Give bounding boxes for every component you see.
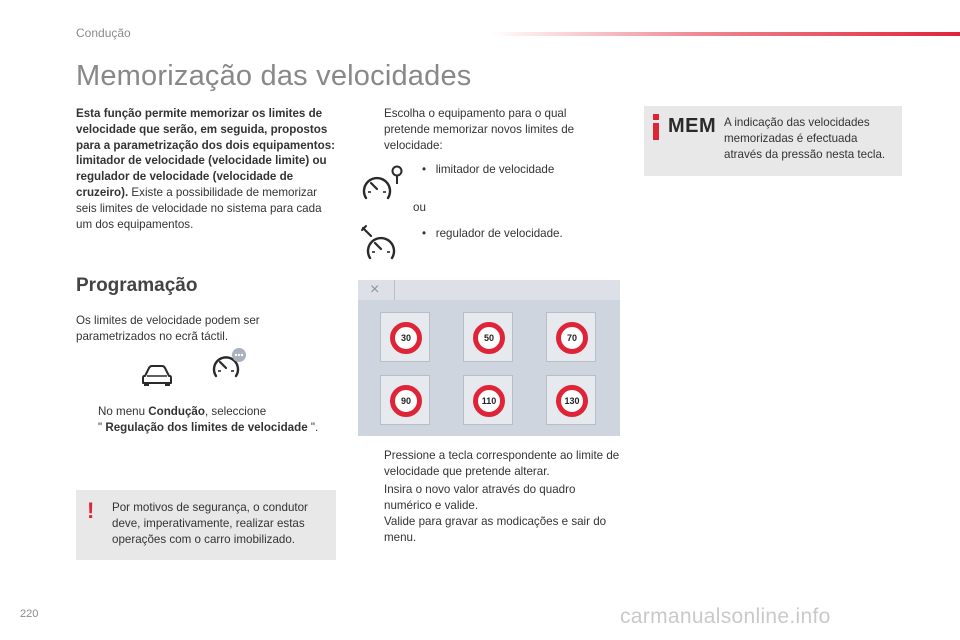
speed-button-30[interactable] [380, 312, 430, 362]
speed-sign: 30 [390, 322, 422, 354]
close-icon[interactable]: × [370, 281, 380, 298]
choose-step [362, 106, 612, 156]
cruise-option [422, 226, 563, 242]
info-icon [653, 114, 659, 140]
speed-button-70[interactable] [546, 312, 596, 362]
step-mid: , seleccione [204, 405, 267, 418]
speed-limiter-icon [360, 164, 406, 204]
warning-text: Por motivos de segurança, o condutor deve, imperativamente, realizar estas operações com o carro imobilizado. [112, 501, 308, 546]
speed-button-50[interactable] [463, 312, 513, 362]
info-text: A indicação das velocidades memorizadas é efectuada através da pressão nesta tecla. [724, 116, 886, 161]
menu-step [76, 404, 346, 438]
section-header: Condução [76, 26, 131, 40]
warning-icon: ! [87, 498, 95, 523]
step-enter [362, 482, 622, 514]
intro-normal: Existe a possibilidade de memorizar seis limites de velocidade no sistema para cada um dos equipamentos. [76, 185, 322, 231]
speed-button-130[interactable] [546, 375, 596, 425]
speedometer-apps-icon [210, 346, 250, 384]
step-save [362, 514, 622, 546]
or-text: ou [413, 201, 426, 214]
toolbar-divider [394, 280, 395, 300]
info-box [644, 106, 902, 176]
programacao-text: Os limites de velocidade podem ser parametrizados no ecrã táctil. [76, 314, 260, 343]
bullet: • [422, 227, 427, 240]
step-pre: No menu [98, 405, 149, 418]
limiter-option [422, 162, 554, 178]
header-accent-bar [490, 32, 960, 36]
watermark: carmanualsonline.info [620, 605, 831, 628]
speed-sign: 50 [473, 322, 505, 354]
quote-close: ". [307, 420, 319, 434]
menu-name: Condução [148, 405, 205, 418]
intro-text [76, 106, 338, 232]
car-icon [140, 362, 174, 388]
touchscreen-image [358, 280, 620, 436]
step-text: Insira o novo valor através do quadro numérico e valide. [384, 483, 576, 512]
speed-sign: 130 [556, 385, 588, 417]
mem-button-label: MEM [668, 115, 717, 137]
page-number: 220 [20, 608, 39, 620]
limiter-label: limitador de velocidade [435, 163, 555, 176]
menu-step-text [98, 404, 346, 436]
speed-sign: 90 [390, 385, 422, 417]
cruise-control-icon [360, 224, 406, 264]
section-heading: Programação [76, 275, 198, 296]
warning-box [76, 490, 336, 560]
bullet: • [422, 163, 427, 176]
speed-sign: 70 [556, 322, 588, 354]
speed-button-90[interactable] [380, 375, 430, 425]
quote-open: " [98, 420, 106, 434]
choose-step-text: Escolha o equipamento para o qual pretende memorizar novos limites de velocidade: [384, 107, 575, 152]
step-text: Pressione a tecla correspondente ao limite de velocidade que pretende alterar. [384, 449, 620, 478]
speed-sign: 110 [473, 385, 505, 417]
speed-button-110[interactable] [463, 375, 513, 425]
intro-bold: Esta função permite memorizar os limites de velocidade que serão, em seguida, propostos para a parametrização dos dois equipamentos: limitador de velocidade (velocidade limite) ou regulador de velocidade (velocidade de cruzeiro). [76, 107, 336, 199]
screen-toolbar [358, 280, 620, 300]
menu-item-name: Regulação dos limites de velocidade [105, 420, 308, 434]
cruise-label: regulador de velocidade. [435, 227, 563, 240]
step-press [362, 448, 622, 480]
step-text: Valide para gravar as modicações e sair do menu. [384, 515, 607, 544]
page-title: Memorização das velocidades [76, 60, 472, 92]
